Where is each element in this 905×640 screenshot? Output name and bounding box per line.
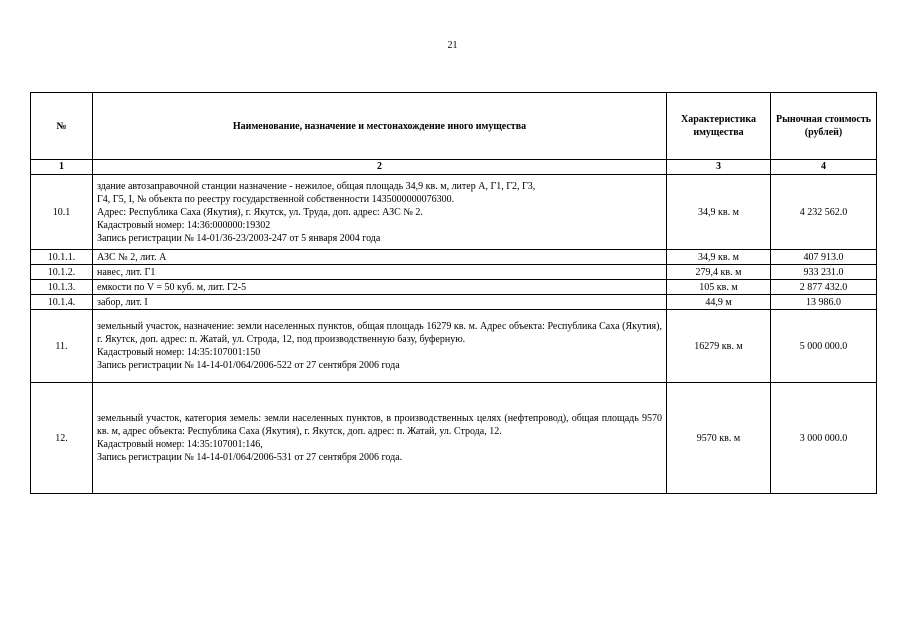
row-characteristic: 279,4 кв. м	[667, 265, 771, 280]
row-value: 2 877 432.0	[771, 280, 877, 295]
row-characteristic: 9570 кв. м	[667, 383, 771, 494]
row-number: 11.	[31, 310, 93, 383]
description-line: Запись регистрации № 14-14-01/064/2006-522 от 27 сентября 2006 года	[97, 360, 400, 371]
row-description: забор, лит. I	[93, 295, 667, 310]
header-market-value: Рыночная стоимость (рублей)	[771, 93, 877, 160]
row-number: 10.1.1.	[31, 250, 93, 265]
table-row	[31, 295, 877, 310]
description-line: Кадастровый номер: 14:36:000000:19302	[97, 219, 271, 231]
header-name: Наименование, назначение и местонахождение иного имущества	[93, 93, 667, 160]
row-characteristic: 44,9 м	[667, 295, 771, 310]
table-row	[31, 250, 877, 265]
row-value: 933 231.0	[771, 265, 877, 280]
row-value: 3 000 000.0	[771, 383, 877, 494]
table-row	[31, 310, 877, 383]
row-description	[93, 175, 667, 250]
description-line: земельный участок, категория земель: земли населенных пунктов, в производственных целях (нефтепровод), общая площадь 9570 кв. м, адрес объекта: Республика Саха (Якутия), г. Якутск, доп. адрес: п. Жатай, ул. Строда, 12.	[97, 413, 662, 437]
table-row	[31, 175, 877, 250]
row-value: 13 986.0	[771, 295, 877, 310]
row-description	[93, 383, 667, 494]
row-description	[93, 310, 667, 383]
row-number: 10.1	[31, 175, 93, 250]
table-row	[31, 383, 877, 494]
description-line: Запись регистрации № 14-14-01/064/2006-531 от 27 сентября 2006 года.	[97, 452, 403, 463]
column-number: 2	[93, 160, 667, 175]
row-number: 10.1.4.	[31, 295, 93, 310]
page-number: 21	[447, 40, 458, 51]
row-characteristic: 34,9 кв. м	[667, 250, 771, 265]
column-number: 4	[771, 160, 877, 175]
row-number: 10.1.3.	[31, 280, 93, 295]
column-number-row	[31, 160, 877, 175]
table-header-row	[31, 93, 877, 160]
row-characteristic: 16279 кв. м	[667, 310, 771, 383]
table-row	[31, 280, 877, 295]
row-number: 12.	[31, 383, 93, 494]
description-line: здание автозаправочной станции назначение - нежилое, общая площадь 34,9 кв. м, литер А, Г1, Г2, Г3,	[97, 180, 536, 192]
description-line: земельный участок, назначение: земли населенных пунктов, общая площадь 16279 кв. м. Адрес объекта: Республика Саха (Якутия), г. Якутск, доп. адрес: п. Жатай, ул. Строда, 12, под производственную базу, буферную.	[97, 321, 662, 345]
table-row	[31, 265, 877, 280]
row-value: 407 913.0	[771, 250, 877, 265]
row-characteristic: 105 кв. м	[667, 280, 771, 295]
property-table	[30, 92, 877, 494]
description-line: Кадастровый номер: 14:35:107001:146,	[97, 439, 263, 450]
header-number: №	[31, 93, 93, 160]
row-value: 5 000 000.0	[771, 310, 877, 383]
row-number: 10.1.2.	[31, 265, 93, 280]
column-number: 3	[667, 160, 771, 175]
row-description: емкости по V = 50 куб. м, лит. Г2-5	[93, 280, 667, 295]
row-characteristic: 34,9 кв. м	[667, 175, 771, 250]
row-value: 4 232 562.0	[771, 175, 877, 250]
header-characteristic: Характеристика имущества	[667, 93, 771, 160]
description-line: Г4, Г5, I, № объекта по реестру государственной собственности 1435000000076300.	[97, 193, 455, 205]
row-description: АЗС № 2, лит. А	[93, 250, 667, 265]
description-line: Запись регистрации № 14-01/36-23/2003-247 от 5 января 2004 года	[97, 232, 381, 244]
description-line: Адрес: Республика Саха (Якутия), г. Якутск, ул. Труда, доп. адрес: АЗС № 2.	[97, 206, 423, 218]
row-description: навес, лит. Г1	[93, 265, 667, 280]
column-number: 1	[31, 160, 93, 175]
description-line: Кадастровый номер: 14:35:107001:150	[97, 347, 261, 358]
